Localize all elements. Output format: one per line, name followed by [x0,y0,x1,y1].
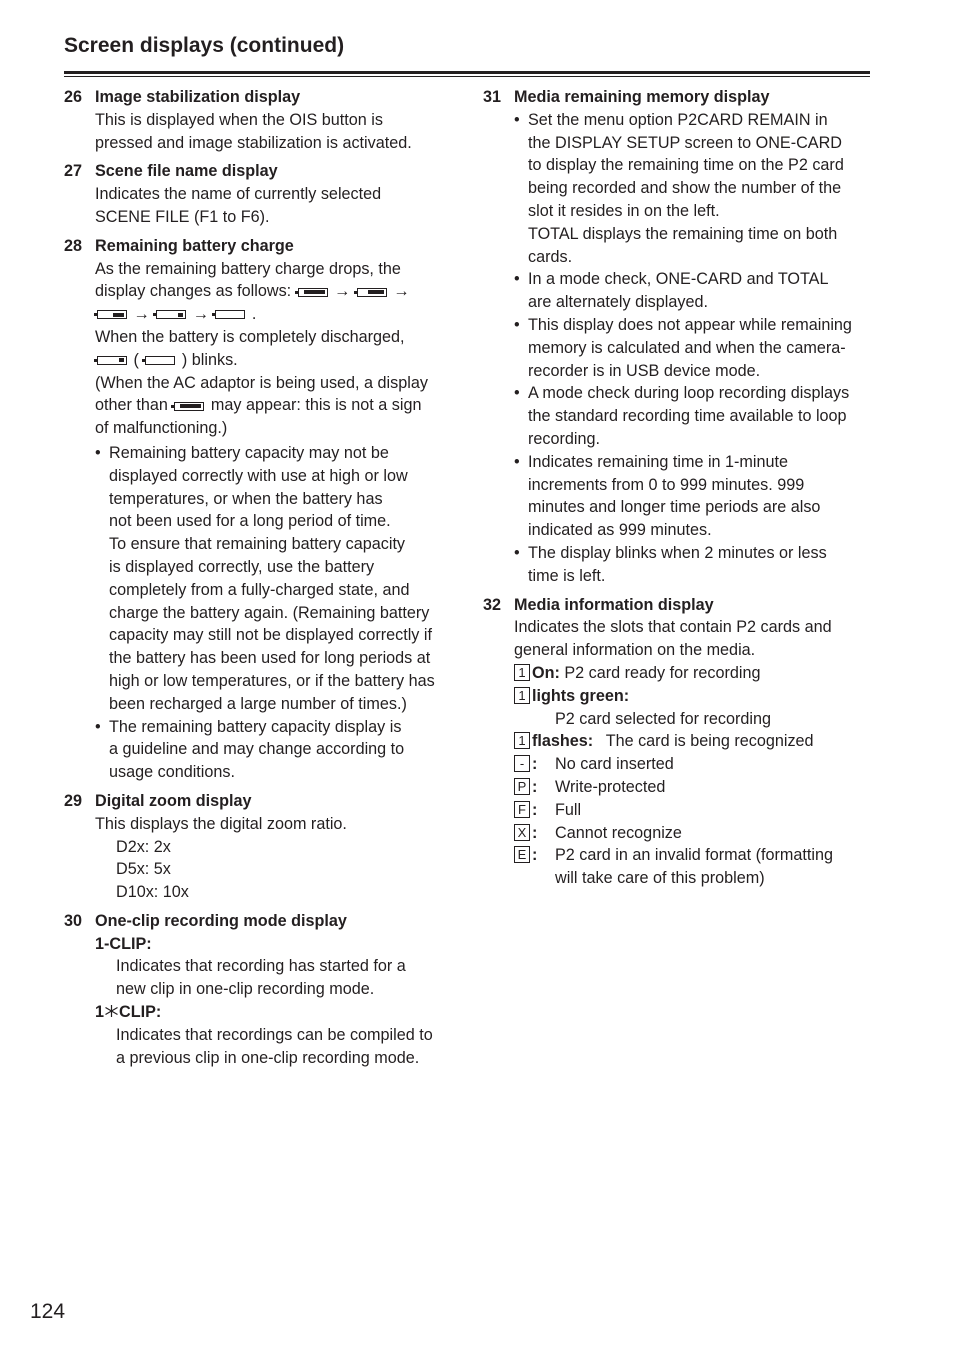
arrow-glyph: → [334,282,351,301]
section-number: 29 [64,791,83,810]
clip-mode-label: 1-CLIP: [95,934,152,953]
body-line: pressed and image stabilization is activated. [95,133,412,152]
bullet-dot: • [95,443,101,462]
bullet-dot: • [514,110,520,129]
bullet-item [483,451,873,542]
battery-full-icon [298,288,328,297]
bullet-dot: • [514,543,520,562]
bullet-line: the DISPLAY SETUP screen to ONE-CARD [528,133,842,152]
status-symbol [514,753,555,776]
media-status-row [483,776,873,799]
status-symbol [514,776,555,799]
bullet-line: recording. [528,429,600,448]
bullet-line: displayed correctly with use at high or low [109,466,408,485]
bullet-line: Set the menu option P2CARD REMAIN in [528,110,828,129]
bullet-line: Remaining battery capacity may not be [109,443,389,462]
battery-blink-line [64,349,459,372]
bullet-line: indicated as 999 minutes. [528,521,712,540]
zoom-ratio-item: D5x: 5x [116,860,171,879]
section-heading [64,86,459,109]
colon-glyph: : [532,755,538,774]
status-text: Cannot recognize [555,823,682,842]
clip-number: 1 [95,1003,105,1022]
media-status-row [483,844,873,867]
battery-empty-icon [215,310,245,319]
body-text: display changes as follows: [95,282,292,301]
colon-glyph: : [532,823,538,842]
battery-low-icon [156,310,186,319]
clip-mode-label [64,1001,459,1024]
body-line: Indicates that recording has started for a [116,957,406,976]
bullet-line: completely from a fully-charged state, and [109,580,410,599]
body-line: new clip in one-clip recording mode. [116,980,375,999]
media-status-row [483,753,873,776]
header-rule-thick [64,71,870,74]
status-text: Full [555,800,582,819]
colon-glyph: : [532,846,538,865]
section-title: Scene file name display [95,162,278,181]
blinks-text: ) blinks. [181,350,238,369]
right-column [483,86,873,896]
clip-label: CLIP: [119,1003,162,1022]
bullet-line: To ensure that remaining battery capacity [109,535,406,554]
media-status-row [483,822,873,845]
section-32 [483,594,873,890]
colon-glyph: : [532,777,538,796]
page-number: 124 [30,1300,66,1323]
bullet-item [64,716,459,784]
bullet-line: usage conditions. [109,763,235,782]
slot-box-icon: P [514,778,530,795]
battery-three-quarter-icon [357,288,387,297]
colon-glyph: : [532,800,538,819]
section-heading [483,594,873,617]
section-31 [483,86,873,588]
section-28 [64,235,459,784]
bullet-line: cards. [528,247,573,266]
section-title: Media information display [514,595,714,614]
status-label: On: [532,663,560,682]
ac-adaptor-line [64,394,459,417]
bullet-item [483,109,873,269]
section-29 [64,790,459,904]
bullet-line: charge the battery again. (Remaining battery [109,603,430,622]
arrow-glyph: → [192,305,209,324]
slot-box-icon: 1 [514,664,530,681]
body-line: SCENE FILE (F1 to F6). [95,207,270,226]
status-label: lights green: [532,686,630,705]
status-text: No card inserted [555,755,674,774]
status-text: P2 card in an invalid format (formatting [555,846,834,865]
bullet-dot: • [95,717,101,736]
bullet-line: is displayed correctly, use the battery [109,557,375,576]
battery-sequence-line-1 [64,280,459,303]
section-title: One-clip recording mode display [95,911,347,930]
body-line: Indicates the slots that contain P2 cards and [514,618,832,637]
zoom-ratio-item: D2x: 2x [116,837,171,856]
status-text: P2 card ready for recording [564,663,761,682]
battery-full-icon [174,402,204,411]
body-line: general information on the media. [514,641,756,660]
section-heading [483,86,873,109]
section-number: 27 [64,162,83,181]
section-heading [64,160,459,183]
slot-box-icon: F [514,801,530,818]
bullet-item [483,314,873,382]
bullet-line: minutes and longer time periods are also [528,498,821,517]
section-number: 30 [64,911,83,930]
body-line: Indicates the name of currently selected [95,185,382,204]
body-text: may appear: this is not a sign [210,396,422,415]
bullet-item [483,268,873,314]
body-line: (When the AC adaptor is being used, a display [95,373,428,392]
bullet-line: This display does not appear while remaining [528,315,852,334]
body-line: Indicates that recordings can be compiled to [116,1025,433,1044]
slot-box-icon: X [514,824,530,841]
bullet-line: capacity may still not be displayed correctly if [109,626,432,645]
bullet-line: a guideline and may change according to [109,740,405,759]
media-status-flashes [483,730,873,753]
left-column [64,86,459,1075]
bullet-line: slot it resides in on the left. [528,201,720,220]
body-line: As the remaining battery charge drops, the [95,259,401,278]
bullet-line: Indicates remaining time in 1-minute [528,452,789,471]
bullet-dot: • [514,384,520,403]
bullet-line: TOTAL displays the remaining time on both [528,224,838,243]
status-text: The card is being recognized [605,732,814,751]
bullet-line: not been used for a long period of time. [109,512,391,531]
arrow-glyph: → [393,282,410,301]
status-symbol [514,799,555,822]
media-status-on [483,662,873,685]
media-status-row [483,799,873,822]
battery-half-icon [97,310,127,319]
bullet-line: The display blinks when 2 minutes or less [528,543,827,562]
status-text: P2 card selected for recording [555,709,771,728]
bullet-line: temperatures, or when the battery has [109,489,383,508]
bullet-line: recorder is in USB device mode. [528,361,761,380]
section-30 [64,910,459,1070]
battery-low-icon [97,356,127,365]
section-title: Media remaining memory display [514,88,770,106]
bullet-dot: • [514,452,520,471]
status-symbol [514,822,555,845]
bullet-line: the standard recording time available to loop [528,407,847,426]
section-heading [64,790,459,813]
bullet-line: to display the remaining time on the P2 card [528,156,844,175]
status-text: Write-protected [555,777,666,796]
section-27 [64,160,459,228]
bullet-dot: • [514,270,520,289]
slot-box-icon: 1 [514,687,530,704]
battery-sequence-line-2 [64,303,459,326]
bullet-dot: • [514,315,520,334]
section-number: 31 [483,88,502,106]
status-text-continued: will take care of this problem) [555,869,765,888]
bullet-item [483,382,873,450]
battery-empty-icon [145,356,175,365]
bullet-line: been recharged a large number of times.) [109,694,407,713]
slot-box-icon: 1 [514,732,530,749]
bullet-line: are alternately displayed. [528,293,708,312]
body-line: This is displayed when the OIS button is [95,110,383,129]
section-title: Digital zoom display [95,791,252,810]
asterisk-icon [104,1004,119,1018]
section-number: 26 [64,88,83,106]
section-number: 32 [483,595,502,614]
arrow-glyph: → [133,305,150,324]
body-line: This displays the digital zoom ratio. [95,814,347,833]
bullet-line: the battery has been used for long periods at [109,649,431,668]
body-line: When the battery is completely discharged, [95,327,405,346]
bullet-line: being recorded and show the number of the [528,179,842,198]
status-label: flashes: [532,732,594,751]
period-glyph: . [251,305,257,324]
section-heading [64,910,459,933]
header-rule-thin [64,76,870,77]
body-line: of malfunctioning.) [95,419,228,438]
page-title: Screen displays (continued) [64,34,345,57]
bullet-item [483,542,873,588]
section-heading [64,235,459,258]
slot-box-icon: - [514,755,530,772]
bullet-line: high or low temperatures, or if the battery has [109,671,435,690]
section-number: 28 [64,236,83,255]
slot-box-icon: E [514,846,530,863]
bullet-line: The remaining battery capacity display is [109,717,402,736]
status-symbol [514,844,555,867]
section-title: Remaining battery charge [95,236,294,255]
bullet-line: In a mode check, ONE-CARD and TOTAL [528,270,829,289]
bullet-item [64,442,459,716]
section-title: Image stabilization display [95,88,301,106]
media-status-green [483,685,873,708]
bullet-line: increments from 0 to 999 minutes. 999 [528,475,805,494]
bullet-line: memory is calculated and when the camera- [528,338,846,357]
body-text: other than [95,396,168,415]
body-line: a previous clip in one-clip recording mode. [116,1048,420,1067]
bullet-line: A mode check during loop recording displays [528,384,850,403]
paren-open: ( [133,350,139,369]
bullet-line: time is left. [528,566,606,585]
section-26 [64,86,459,154]
zoom-ratio-item: D10x: 10x [116,883,189,902]
